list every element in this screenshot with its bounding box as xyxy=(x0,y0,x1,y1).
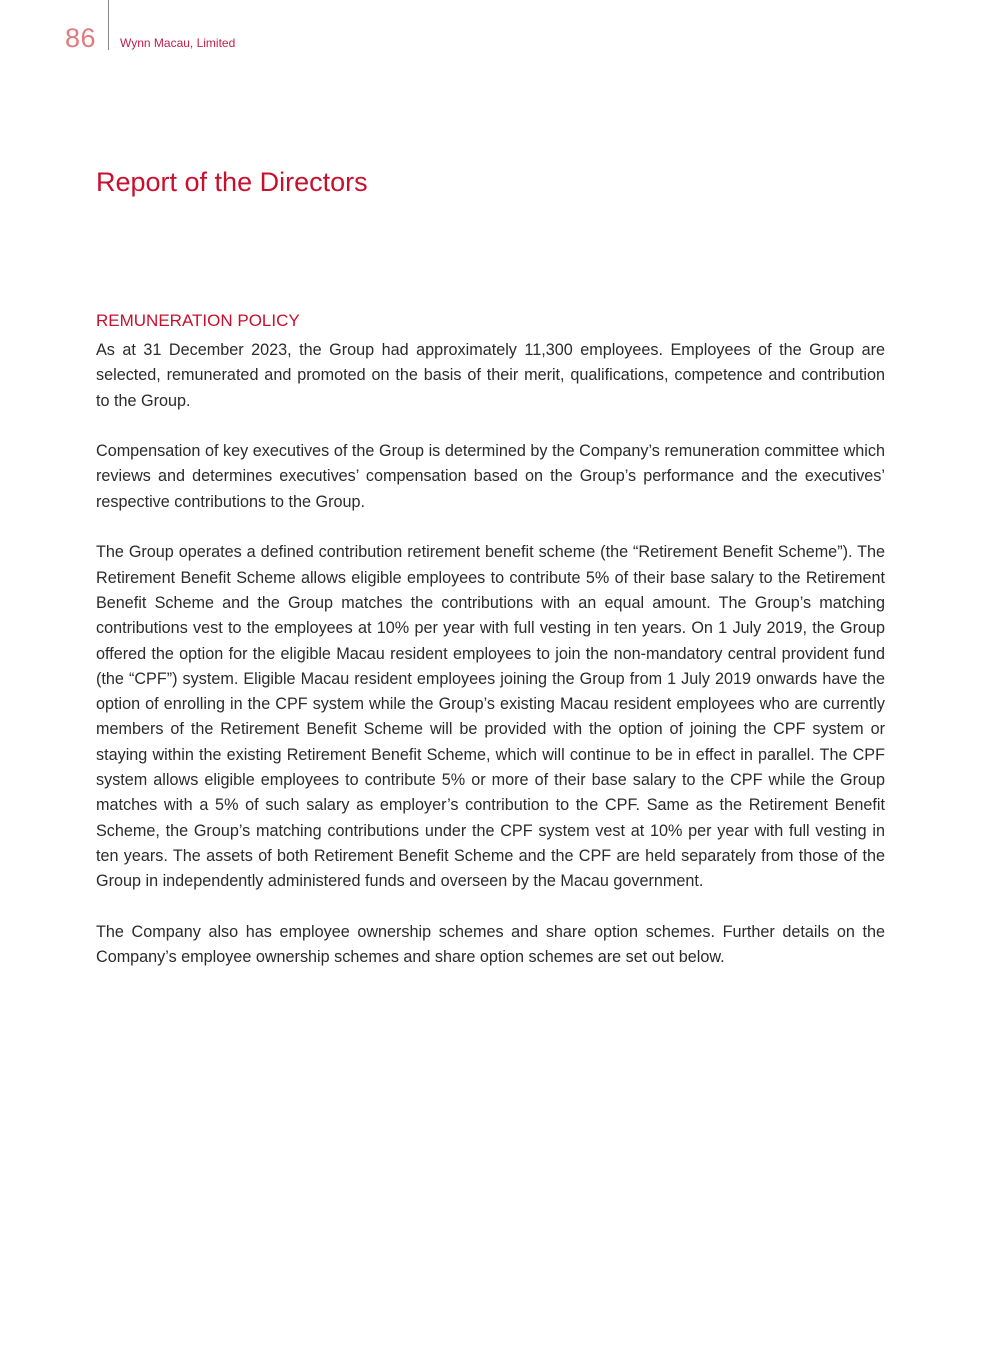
paragraph-employees: As at 31 December 2023, the Group had approximately 11,300 employees. Employees of the Group are selected, remunerated and promoted on the basis of their merit, qualifications, competence and contribution to the Group. xyxy=(96,341,885,410)
remuneration-policy-section xyxy=(96,310,885,996)
header-divider xyxy=(108,0,109,50)
paragraph-retirement-scheme: The Group operates a defined contribution retirement benefit scheme (the “Retirement Benefit Scheme”). The Retirement Benefit Scheme allows eligible employees to contribute 5% of their base salary to the Retirement Benefit Scheme and the Group matches the contributions with an equal amount. The Group’s matching contributions vest to the employees at 10% per year with full vesting in ten years. On 1 July 2019, the Group offered the option for the eligible Macau resident employees to join the non-mandatory central provident fund (the “CPF”) system. Eligible Macau resident employees joining the Group from 1 July 2019 onwards have the option of enrolling in the CPF system while the Group’s existing Macau resident employees who are currently members of the Retirement Benefit Scheme will be provided with the option of joining the CPF system or staying within the existing Retirement Benefit Scheme, which will continue to be in effect in parallel. The CPF system allows eligible employees to contribute 5% or more of their base salary to the CPF while the Group matches with a 5% of such salary as employer’s contribution to the CPF. Same as the Retirement Benefit Scheme, the Group’s matching contributions under the CPF system vest at 10% per year with full vesting in ten years. The assets of both Retirement Benefit Scheme and the CPF are held separately from those of the Group in independently administered funds and overseen by the Macau government. xyxy=(96,543,885,891)
company-name: Wynn Macau, Limited xyxy=(120,36,236,50)
paragraph-compensation: Compensation of key executives of the Group is determined by the Company’s remuneration committee which reviews and determines executives’ compensation based on the Group’s performance and the executives’ respective contributions to the Group. xyxy=(96,442,885,511)
section-heading: REMUNERATION POLICY xyxy=(96,311,300,330)
report-title: Report of the Directors xyxy=(96,167,368,197)
paragraph-ownership-schemes: The Company also has employee ownership schemes and share option schemes. Further details on the Company’s employee ownership schemes and share option schemes are set out below. xyxy=(96,922,885,967)
page-header xyxy=(0,0,1006,60)
page-number: 86 xyxy=(65,23,97,53)
